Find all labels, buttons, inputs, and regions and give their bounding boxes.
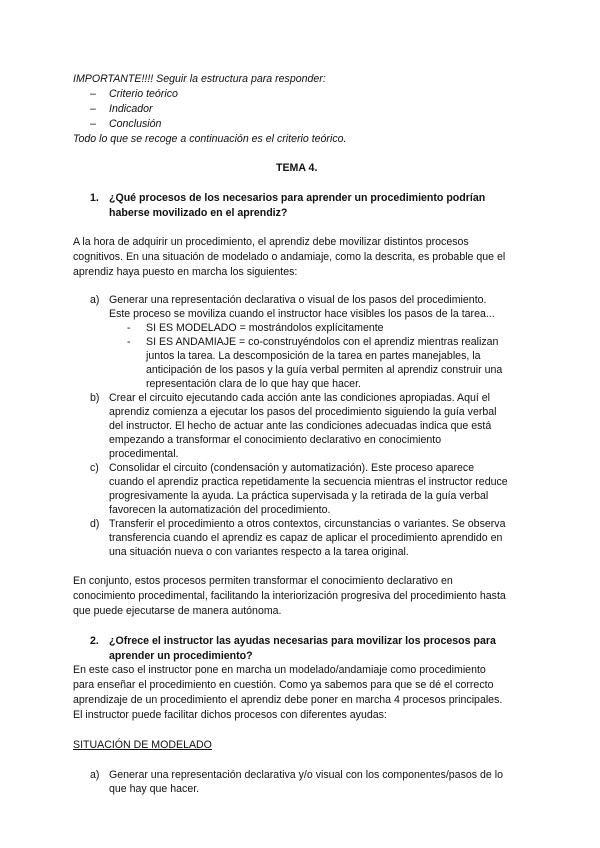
list-marker: c) bbox=[90, 462, 99, 474]
list-item-line: progresivamente la ayuda. La práctica supervisada y la retirada de la guía verbal bbox=[109, 490, 489, 502]
paragraph-line: aprendiz haya puesto en marcha los siguientes: bbox=[73, 266, 298, 278]
sub-item-line: anticipación de los pasos y la guía verbal permiten al aprendiz construir una bbox=[146, 364, 503, 376]
sub-item-line: SI ES ANDAMIAJE = co-construyéndolos con el aprendiz mientras realizan bbox=[146, 336, 499, 348]
list-marker: a) bbox=[90, 769, 100, 781]
question-number: 1. bbox=[90, 192, 99, 204]
paragraph-line: El instructor puede facilitar dichos procesos con diferentes ayudas: bbox=[73, 709, 387, 721]
section-heading: SITUACIÓN DE MODELADO bbox=[73, 739, 212, 751]
sub-item-line: SI ES MODELADO = mostrándolos explícitamente bbox=[146, 322, 384, 334]
list-item-line: Consolidar el circuito (condensación y automatización). Este proceso aparece bbox=[109, 462, 475, 474]
sub-marker: - bbox=[127, 336, 131, 348]
list-item-line: procedimental. bbox=[109, 448, 179, 460]
sub-marker: - bbox=[127, 322, 131, 334]
list-item-line: Crear el circuito ejecutando cada acción ante las condiciones apropiadas. Aquí el bbox=[109, 392, 491, 404]
question-number: 2. bbox=[90, 635, 99, 647]
page-title: TEMA 4. bbox=[276, 162, 318, 174]
bullet-conclusion: Conclusión bbox=[109, 118, 162, 130]
question-line: ¿Qué procesos de los necesarios para aprender un procedimiento podrían bbox=[109, 192, 486, 204]
paragraph-line: A la hora de adquirir un procedimiento, el aprendiz debe movilizar distintos procesos bbox=[73, 236, 469, 248]
paragraph-line: para enseñar el procedimiento en cuestión. Como ya sabemos para que se dé el correcto bbox=[73, 679, 494, 691]
question-line: ¿Ofrece el instructor las ayudas necesarias para movilizar los procesos para bbox=[109, 635, 496, 647]
list-marker: a) bbox=[90, 294, 100, 306]
list-marker: d) bbox=[90, 518, 100, 530]
list-item-line: Este proceso se moviliza cuando el instructor hace visibles los pasos de la tarea... bbox=[109, 308, 495, 320]
list-item-line: que hay que hacer. bbox=[109, 783, 200, 795]
bullet-dash: – bbox=[90, 88, 96, 100]
list-item-line: aprendiz comienza a ejecutar los pasos del procedimiento siguiendo la guía verbal bbox=[109, 406, 497, 418]
list-item-line: empezando a transformar el conocimiento declarativo en conocimiento bbox=[109, 434, 442, 446]
list-item-line: cuando el aprendiz practica repetidamente la secuencia mientras el instructor reduce bbox=[109, 476, 508, 488]
paragraph-line: En este caso el instructor pone en marcha un modelado/andamiaje como procedimiento bbox=[73, 664, 486, 676]
paragraph-line: conocimiento procedimental, facilitando la interiorización progresiva del procedimiento hasta bbox=[73, 590, 506, 602]
paragraph-line: cognitivos. En una situación de modelado o andamiaje, como la descrita, es probable que el bbox=[73, 251, 506, 263]
list-item-line: del instructor. El hecho de actuar ante las condiciones adecuadas indica que está bbox=[109, 420, 492, 432]
list-item-line: Transferir el procedimiento a otros contextos, circunstancias o variantes. Se observa bbox=[109, 518, 506, 530]
paragraph-line: que puede ejecutarse de manera autónoma. bbox=[73, 605, 282, 617]
bullet-dash: – bbox=[90, 118, 96, 130]
list-marker: b) bbox=[90, 392, 100, 404]
list-item-line: Generar una representación declarativa o visual de los pasos del procedimiento. bbox=[109, 294, 487, 306]
bullet-indicador: Indicador bbox=[109, 103, 153, 115]
bullet-dash: – bbox=[90, 103, 96, 115]
list-item-line: favorecen la automatización del procedimiento. bbox=[109, 504, 331, 516]
bullet-criterio: Criterio teórico bbox=[109, 88, 178, 100]
theory-note: Todo lo que se recoge a continuación es el criterio teórico. bbox=[73, 133, 347, 145]
list-item-line: transferencia cuando el aprendiz es capaz de aplicar el procedimiento aprendido en bbox=[109, 532, 503, 544]
list-item-line: una situación nueva o con variantes respecto a la tarea original. bbox=[109, 546, 409, 558]
paragraph-line: En conjunto, estos procesos permiten transformar el conocimiento declarativo en bbox=[73, 575, 453, 587]
paragraph-line: aprendizaje de un procedimiento el aprendiz debe poner en marcha 4 procesos principales. bbox=[73, 694, 503, 706]
list-item-line: Generar una representación declarativa y/o visual con los componentes/pasos de lo bbox=[109, 769, 503, 781]
important-note: IMPORTANTE!!!! Seguir la estructura para responder: bbox=[73, 73, 326, 85]
sub-item-line: representación clara de lo que hay que hacer. bbox=[146, 378, 361, 390]
question-line: haberse movilizado en el aprendiz? bbox=[109, 207, 288, 219]
question-line: aprender un procedimiento? bbox=[109, 650, 253, 662]
sub-item-line: juntos la tarea. La descomposición de la tarea en partes manejables, la bbox=[146, 350, 481, 362]
